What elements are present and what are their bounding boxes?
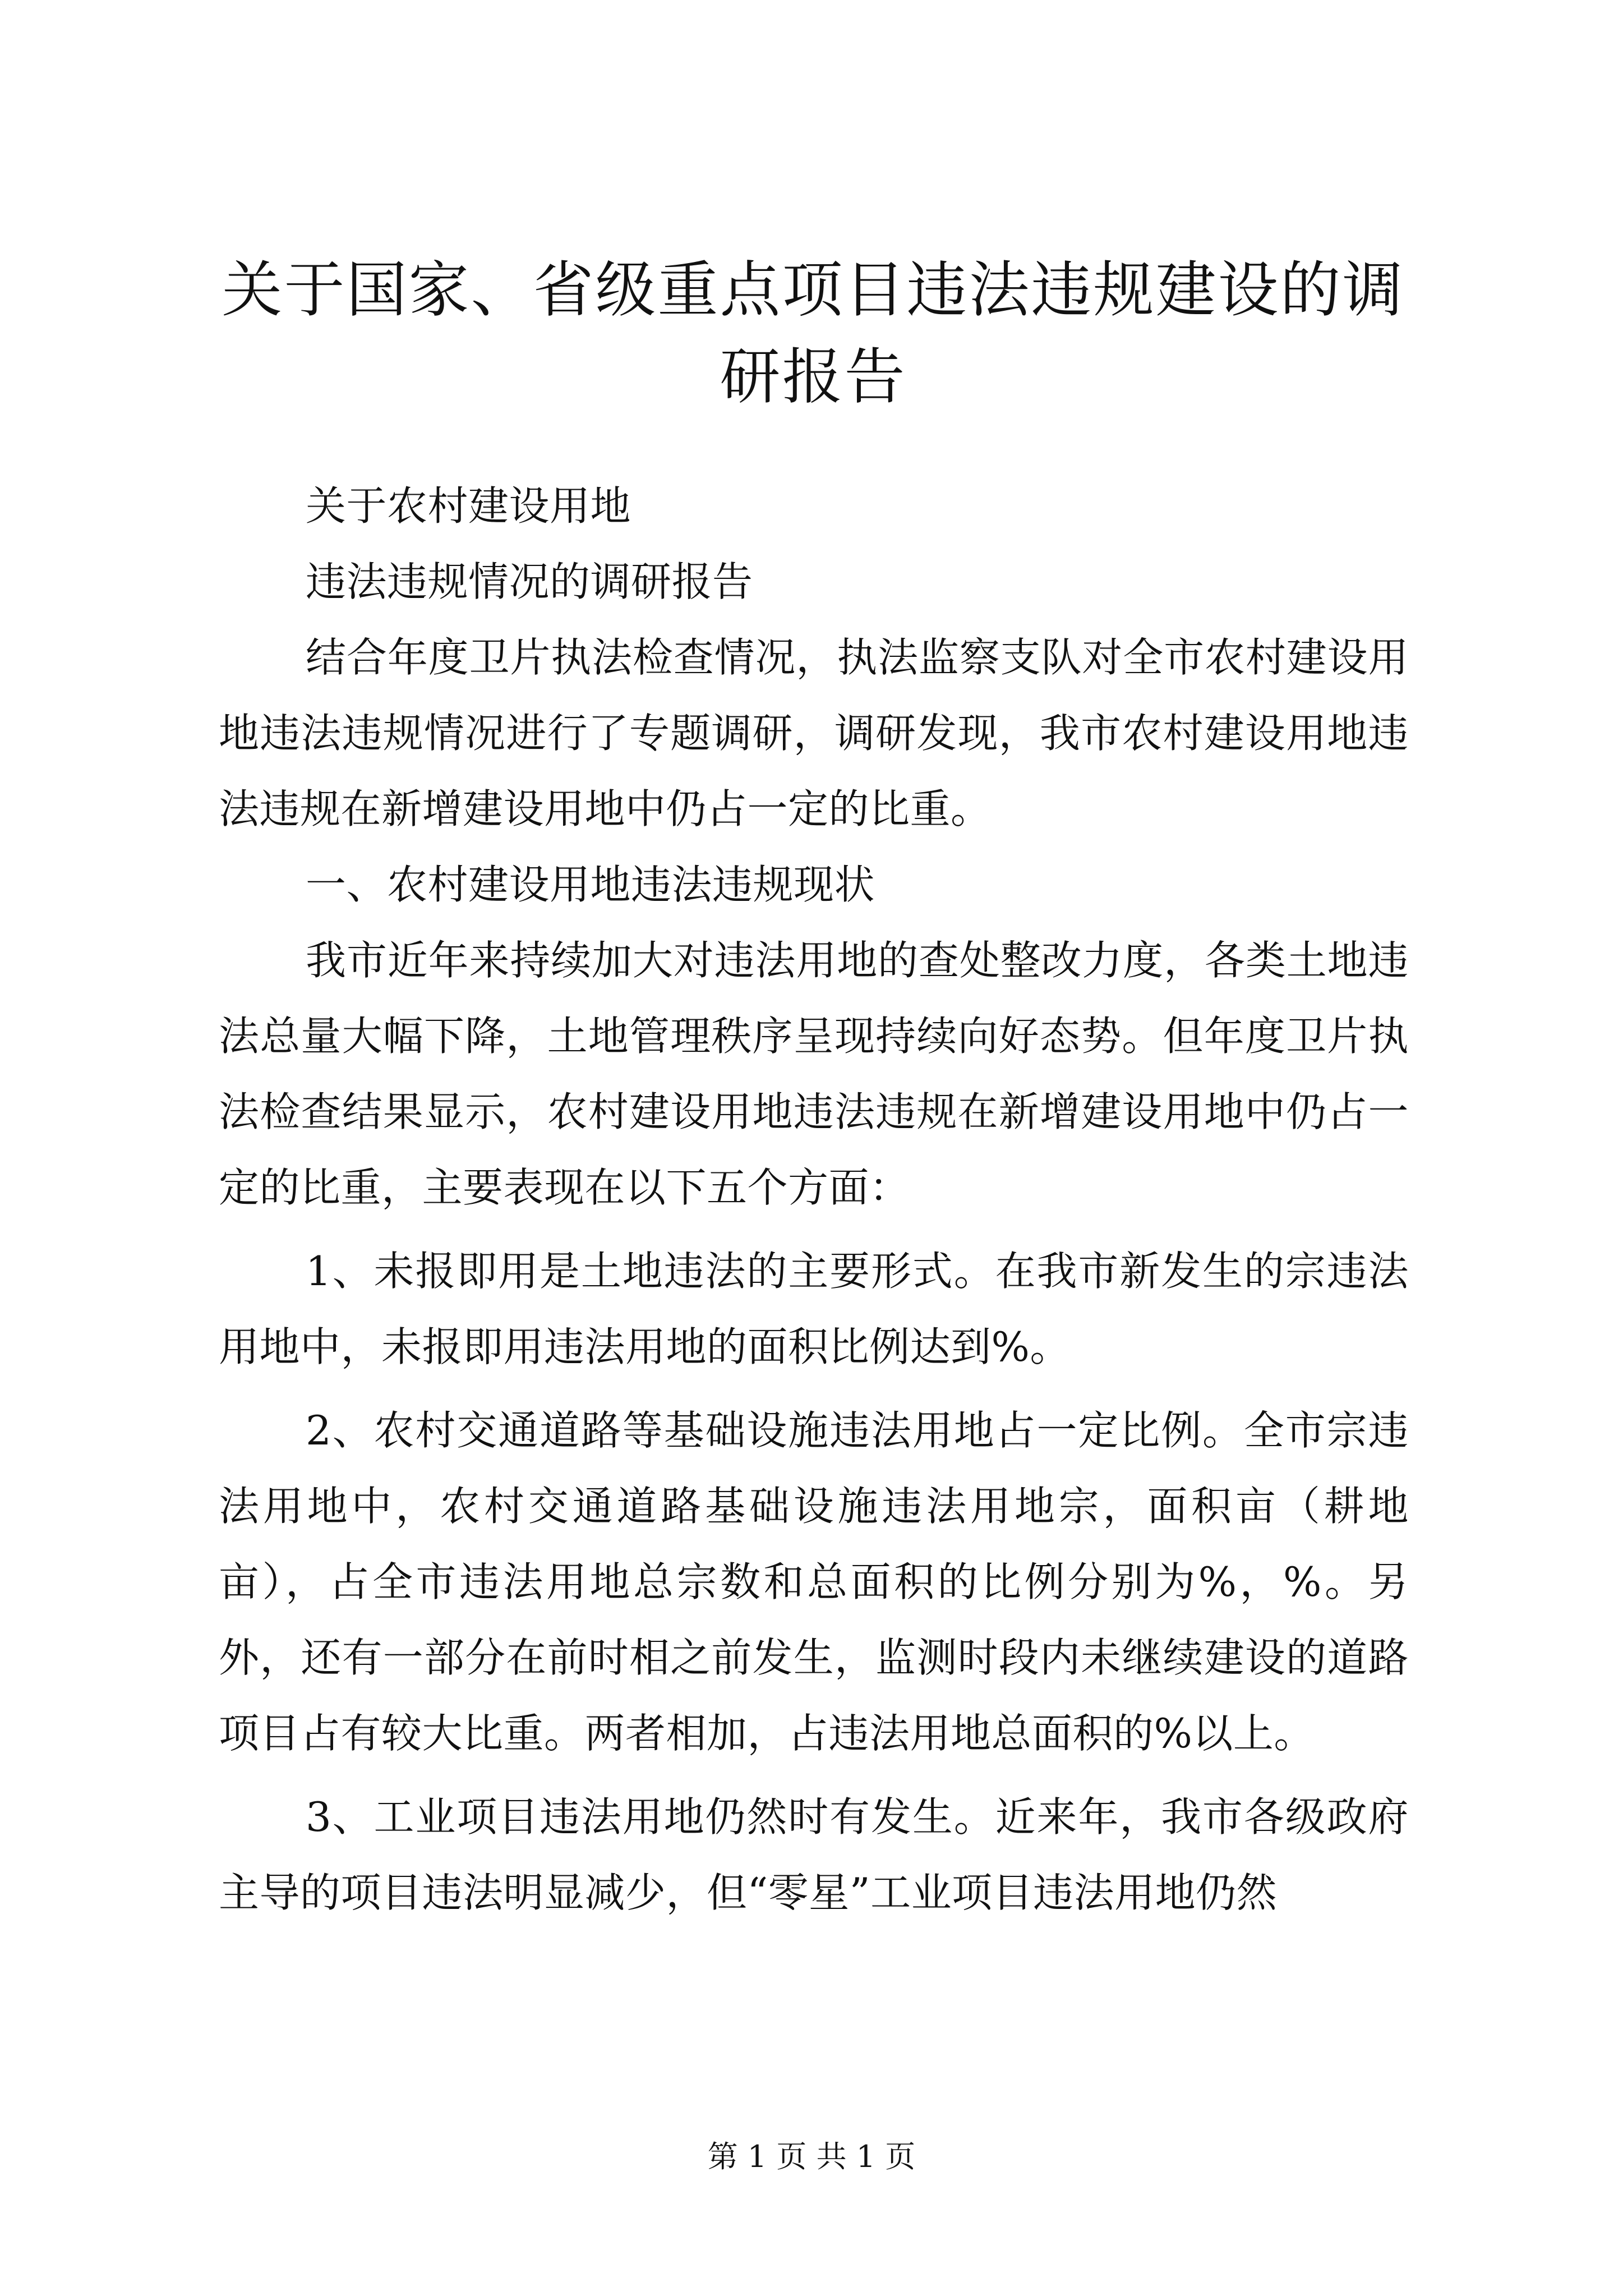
paragraph-item-2: 2、农村交通道路等基础设施违法用地占一定比例。全市宗违法用地中，农村交通道路基础设施违法用地宗，面积亩（耕地亩），占全市违法用地总宗数和总面积的比例分别为%，%。另外，还有一部分在前时相之前发生，监测时段内未继续建设的道路项目占有较大比重。两者相加，占违法用地总面积的%以上。: [219, 1407, 1409, 1757]
paragraph-item-3: 3、工业项目违法用地仍然时有发生。近来年，我市各级政府主导的项目违法明显减少，但“零星”工业项目违法用地仍然: [219, 1793, 1409, 1916]
document-title: 关于国家、省级重点项目违法违规建设的调研报告: [222, 255, 1405, 412]
paragraph-intro: 结合年度卫片执法检查情况，执法监察支队对全市农村建设用地违法违规情况进行了专题调研，调研发现，我市农村建设用地违法违规在新增建设用地中仍占一定的比重。: [219, 634, 1409, 832]
paragraph-overview: 我市近年来持续加大对违法用地的查处整改力度，各类土地违法总量大幅下降，土地管理秩序呈现持续向好态势。但年度卫片执法检查结果显示，农村建设用地违法违规在新增建设用地中仍占一定的比重，主要表现在以下五个方面：: [219, 937, 1409, 1211]
section-heading-1: 一、农村建设用地违法违规现状: [306, 861, 875, 908]
paragraph-item-1: 1、未报即用是土地违法的主要形式。在我市新发生的宗违法用地中，未报即用违法用地的面积比例达到%。: [219, 1248, 1409, 1370]
document-body: [219, 468, 1409, 1931]
page-footer: 第 1 页 共 1 页: [707, 2139, 916, 2174]
paragraph-subtitle-1: 关于农村建设用地: [306, 482, 631, 530]
paragraph-subtitle-2: 违法违规情况的调研报告: [306, 558, 753, 605]
